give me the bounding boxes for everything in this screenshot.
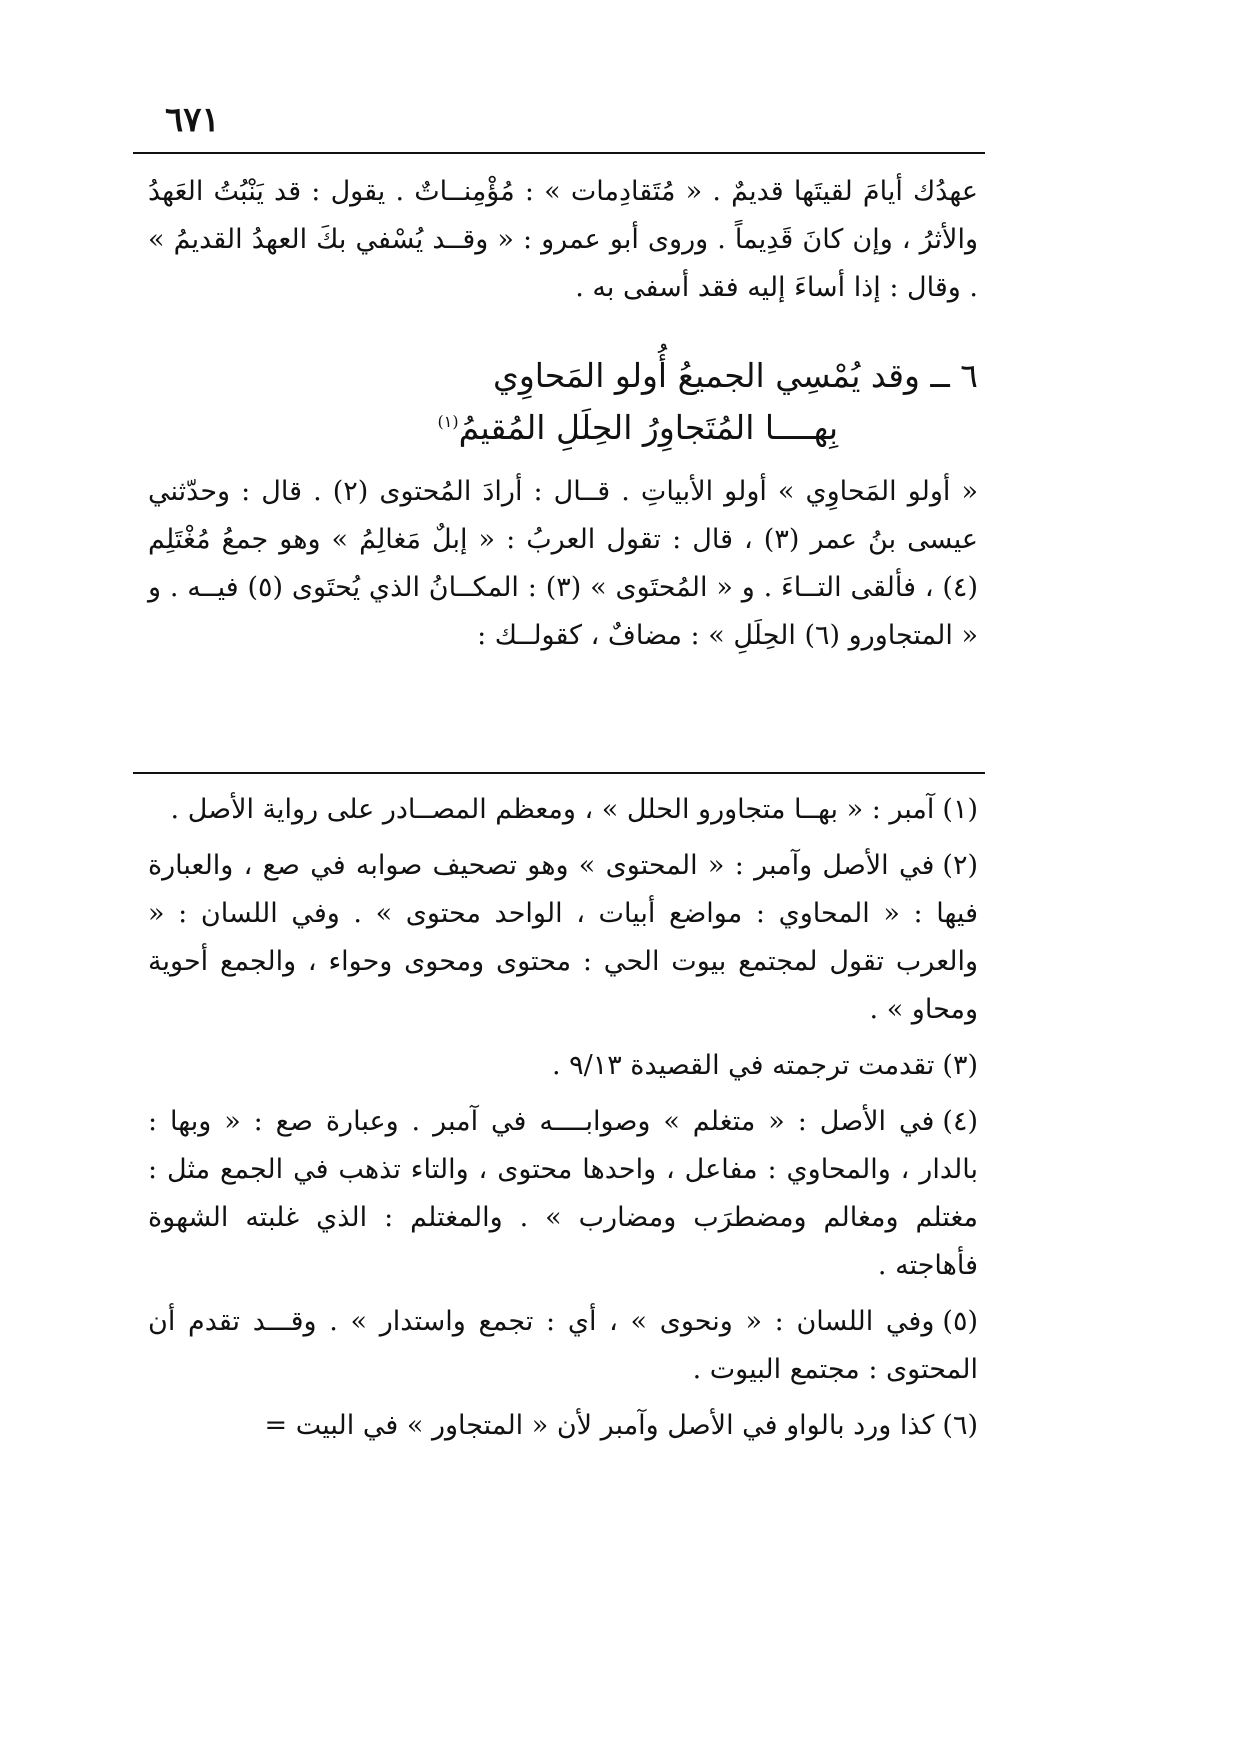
commentary-paragraph-2	[148, 468, 978, 660]
footnote-number: (٦)	[942, 1410, 978, 1441]
footnote-number: (٢)	[942, 850, 978, 881]
footnote-number: (٥)	[942, 1306, 978, 1337]
footnote-6	[148, 1402, 978, 1450]
paragraph-text: « أولو المَحاوِي » أولو الأبياتِ . قــال : أرادَ المُحتوى (٢) . قال : وحدّثني عيسى بنُ عمر (٣) ، قال : تقول العربُ : « إبلٌ مَغالِمُ » وهو جمعُ مُغْتَلِم (٤) ، فألقى التــاءَ . و « المُحتَوى » (٣) : المكــانُ الذي يُحتَوى (٥) فيــه . و « المتجاورو (٦) الحِلَلِ » : مضافٌ ، كقولــك :	[148, 476, 978, 651]
verse-second-text: بِهــــا المُتَجاوِرُ الحِلَلِ المُقيمُ	[458, 408, 838, 447]
page-number: ٦٧١	[165, 100, 220, 140]
verse-first-hemistich: ٦ ــ وقد يُمْسِي الجميعُ أُولو المَحاوِي	[492, 356, 978, 395]
footnote-2	[148, 842, 978, 1034]
footnote-text: وفي اللسان : « ونحوى » ، أي : تجمع واستدار » . وقـــد تقدم أن المحتوى : مجتمع البيوت .	[148, 1306, 978, 1385]
paragraph-text: عهدُك أيامَ لقيتَها قديمٌ . « مُتَقادِمات » : مُؤْمِنــاتٌ . يقول : قد يَنْبُتُ العَهدُ والأثرُ ، وإن كانَ قَدِيماً . وروى أبو عمرو : « وقــد يُسْفي بكَ العهدُ القديمُ » . وقال : إذا أساءَ إليه فقد أسفى به .	[148, 176, 978, 303]
footnote-text: كذا ورد بالواو في الأصل وآمبر لأن « المتجاور » في البيت =	[264, 1410, 935, 1441]
footnote-ref: (١)	[437, 412, 459, 431]
footnote-text: في الأصل : « متغلم » وصوابــــه في آمبر . وعبارة صع : « وبها : بالدار ، والمحاوي : مفاعل ، واحدها محتوى ، والتاء تذهب في الجمع مثل : مغتلم ومغالم ومضطرَب ومضارب » . والمغتلم : الذي غلبته الشهوة فأهاجته .	[148, 1106, 978, 1281]
footnote-number: (٣)	[942, 1050, 978, 1081]
footnote-5	[148, 1298, 978, 1394]
footnote-number: (١)	[942, 794, 978, 825]
verse-second-hemistich	[148, 402, 978, 454]
footnote-text: تقدمت ترجمته في القصيدة ٩/١٣ .	[551, 1050, 935, 1081]
verse-block	[148, 350, 978, 454]
footnotes-list	[148, 786, 978, 1458]
footnote-1	[148, 786, 978, 834]
footnote-text: في الأصل وآمبر : « المحتوى » وهو تصحيف صوابه في صع ، والعبارة فيها : « المحاوي : مواضع أبيات ، الواحد محتوى » . وفي اللسان : « والعرب تقول لمجتمع بيوت الحي : محتوى ومحوى وحواء ، والجمع أحوية ومحاو » .	[148, 850, 978, 1025]
footnote-number: (٤)	[942, 1106, 978, 1137]
header-rule	[133, 152, 985, 154]
footnote-4	[148, 1098, 978, 1290]
commentary-paragraph-1	[148, 168, 978, 312]
footnote-separator	[133, 772, 985, 774]
footnote-text: آمبر : « بهــا متجاورو الحلل » ، ومعظم المصــادر على رواية الأصل .	[170, 794, 935, 825]
footnote-3	[148, 1042, 978, 1090]
